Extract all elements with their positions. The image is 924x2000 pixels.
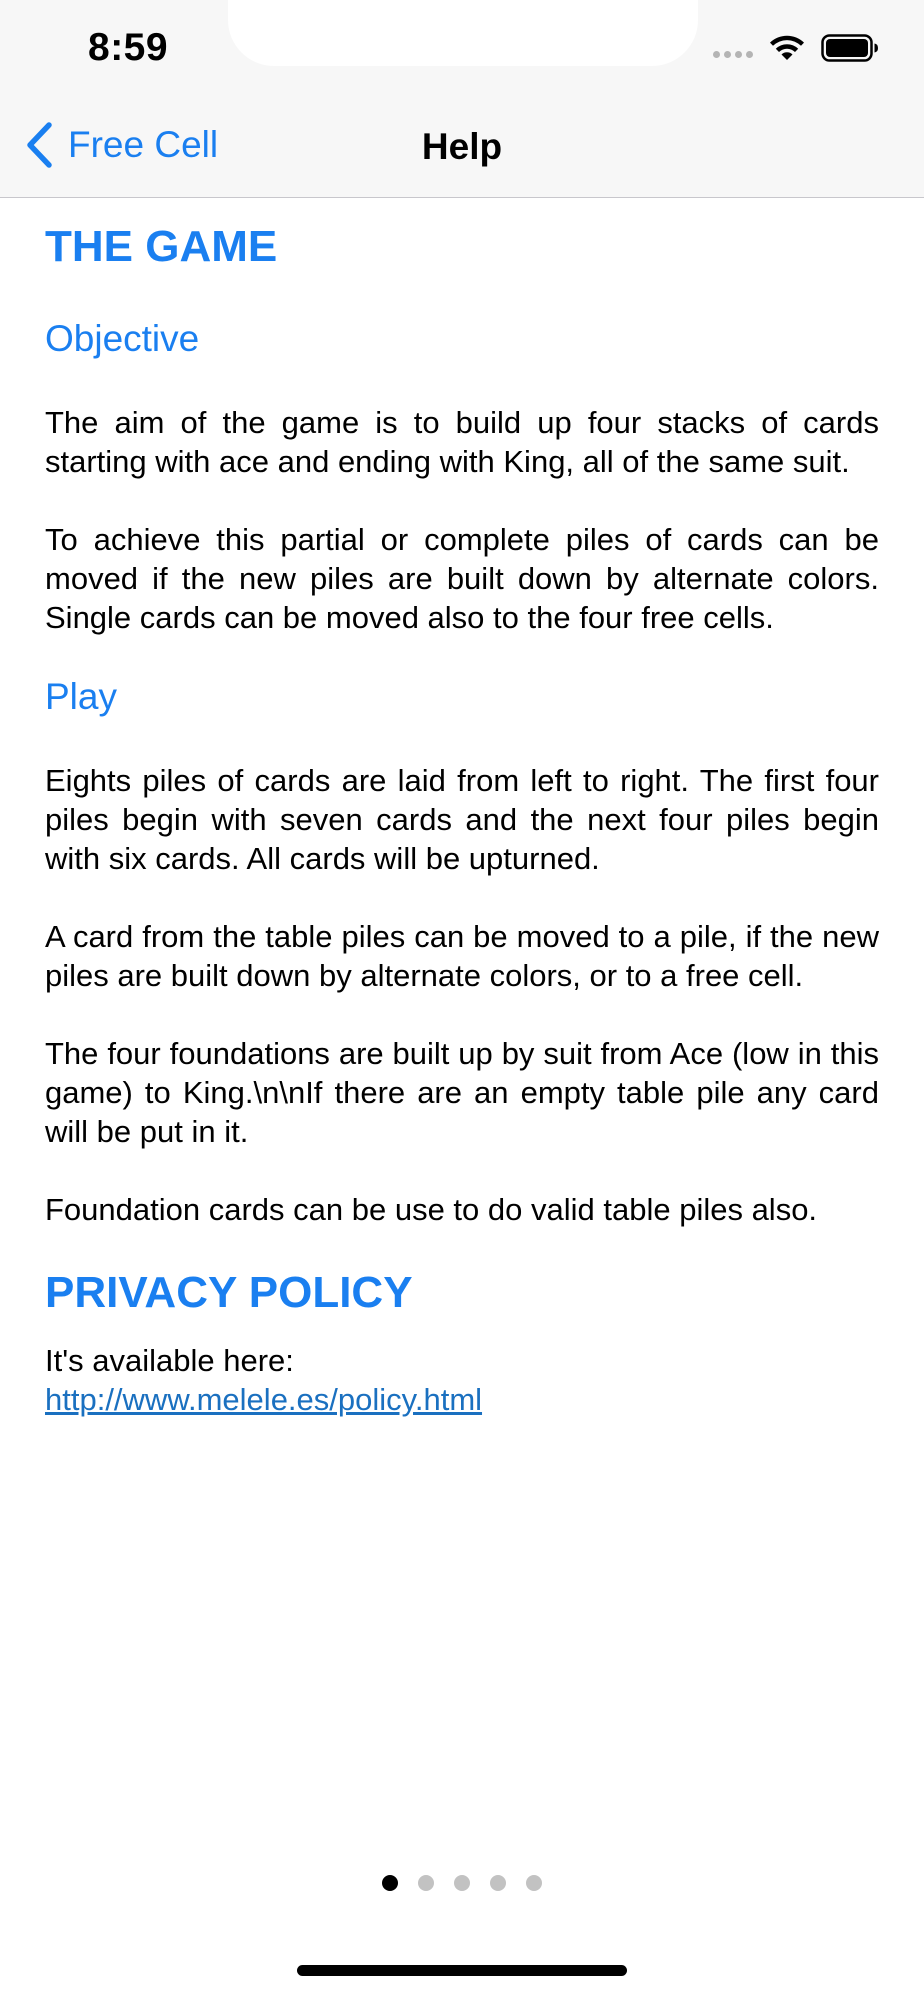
privacy-policy-link[interactable]: http://www.melele.es/policy.html <box>45 1382 483 1417</box>
home-indicator[interactable] <box>297 1965 627 1976</box>
page-dot[interactable] <box>382 1875 398 1891</box>
play-paragraph-2: A card from the table piles can be moved to a pile, if the new piles are built down by alternate colors, or to a free cell. <box>45 919 879 993</box>
wifi-icon <box>769 34 805 62</box>
page-indicator[interactable] <box>0 1875 924 1891</box>
help-content <box>45 197 879 1419</box>
page-dot[interactable] <box>454 1875 470 1891</box>
page-dot[interactable] <box>490 1875 506 1891</box>
objective-paragraph-1: The aim of the game is to build up four stacks of cards starting with ace and ending with King, all of the same suit. <box>45 405 879 479</box>
page-dot[interactable] <box>526 1875 542 1891</box>
objective-paragraph-2: To achieve this partial or complete piles of cards can be moved if the new piles are built down by alternate colors. Single cards can be moved also to the four free cells. <box>45 522 879 635</box>
privacy-text: It's available here: <box>45 1343 294 1378</box>
play-paragraph-3: The four foundations are built up by suit from Ace (low in this game) to King.\n\nIf there are an empty table pile any card will be put in it. <box>45 1036 879 1149</box>
play-paragraph-4: Foundation cards can be use to do valid table piles also. <box>45 1192 818 1227</box>
device-notch <box>228 0 698 66</box>
subheading-objective: Objective <box>45 318 200 359</box>
section-heading-privacy: PRIVACY POLICY <box>45 1268 413 1317</box>
subheading-play: Play <box>45 676 117 717</box>
cellular-signal-icon <box>713 51 753 58</box>
page-dot[interactable] <box>418 1875 434 1891</box>
navigation-bar <box>0 90 924 198</box>
status-icons <box>713 34 879 62</box>
page-title: Help <box>421 126 503 167</box>
status-time: 8:59 <box>88 26 169 69</box>
status-bar <box>0 0 924 90</box>
battery-icon <box>821 34 879 62</box>
back-button-label: Free Cell <box>68 124 219 165</box>
play-paragraph-1: Eights piles of cards are laid from left to right. The first four piles begin with seven cards and the next four piles begin with six cards. All cards will be upturned. <box>45 763 879 876</box>
section-heading-game: THE GAME <box>45 222 278 271</box>
